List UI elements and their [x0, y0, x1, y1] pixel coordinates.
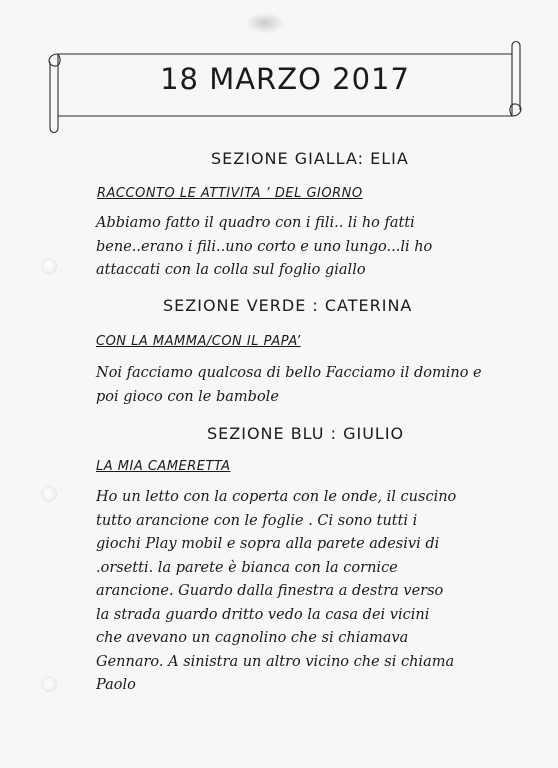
text-line: .orsetti. la parete è bianca con la cornice: [96, 559, 398, 576]
text-line: Ho un letto con la coperta con le onde, il cuscino: [96, 489, 457, 505]
text-line: poi gioco con le bambole: [96, 388, 279, 405]
punch-hole: [41, 486, 57, 502]
section-heading-gialla: SEZIONE GIALLA: ELIA: [211, 149, 409, 168]
paper-smudge: [245, 12, 285, 34]
section-text-gialla: [96, 212, 432, 283]
text-line: Gennaro. A sinistra un altro vicino che si chiama: [96, 653, 455, 670]
section-text-verde: [96, 362, 482, 409]
text-line: giochi Play mobil e sopra alla parete adesivi di: [96, 536, 440, 552]
text-line: Noi facciamo qualcosa di bello Facciamo il domino e: [96, 365, 482, 381]
page-title: 18 MARZO 2017: [160, 62, 410, 96]
text-line: arancione. Guardo dalla finestra a destra verso: [96, 583, 444, 599]
punch-hole: [41, 676, 57, 692]
section-heading-verde: SEZIONE VERDE : CATERINA: [163, 296, 413, 315]
section-subtitle-blu: LA MIA CAMERETTA: [96, 459, 231, 474]
section-heading-blu: SEZIONE BLU : GIULIO: [207, 424, 405, 443]
section-subtitle-verde: CON LA MAMMA/CON IL PAPA’: [96, 334, 301, 349]
text-line: attaccati con la colla sul foglio giallo: [96, 262, 366, 278]
punch-hole: [41, 258, 57, 274]
section-subtitle-gialla: RACCONTO LE ATTIVITA ’ DEL GIORNO: [97, 186, 363, 201]
text-line: tutto arancione con le foglie . Ci sono tutti i: [96, 512, 418, 529]
text-line: Paolo: [96, 677, 136, 693]
text-line: che avevano un cagnolino che si chiamava: [96, 630, 409, 646]
section-text-blu: [96, 486, 456, 698]
text-line: la strada guardo dritto vedo la casa dei vicini: [96, 606, 430, 623]
text-line: bene..erano i fili..uno corto e uno lungo...li ho: [96, 238, 433, 255]
text-line: Abbiamo fatto il quadro con i fili.. li ho fatti: [96, 215, 415, 231]
